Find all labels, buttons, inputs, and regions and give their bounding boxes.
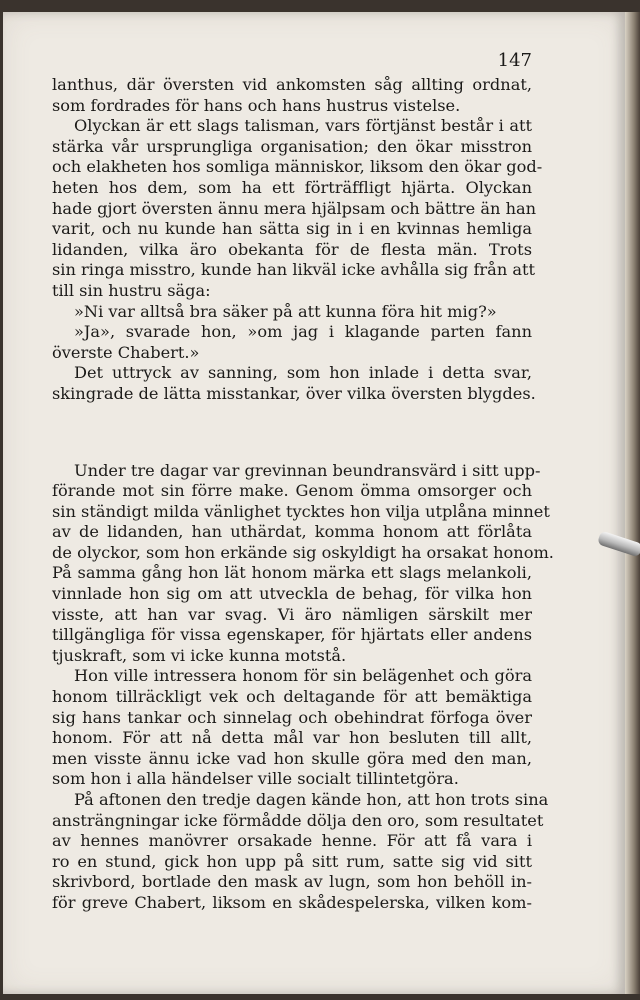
text-line: men visste ännu icke vad hon skulle göra med den man, (52, 748, 532, 768)
text-line: ansträngningar icke förmådde dölja den oro, som resultatet (52, 810, 544, 830)
text-line: varit, och nu kunde han sätta sig in i en kvinnas hemliga (52, 219, 532, 239)
text-line: På samma gång hon lät honom märka ett slags melankoli, (52, 563, 532, 583)
text-line: Det uttryck av sanning, som hon inlade i detta svar, (74, 363, 532, 383)
page-number: 147 (497, 50, 532, 71)
text-line: skingrade de lätta misstankar, över vilka översten blygdes. (52, 383, 536, 403)
page-edge (625, 12, 640, 994)
text-line: sig hans tankar och sinnelag och obehindrat förfoga över (52, 707, 532, 727)
text-line: På aftonen den tredje dagen kände hon, att hon trots sina (74, 790, 549, 809)
text-line: hade gjort översten ännu mera hjälpsam och bättre än han (52, 198, 537, 218)
text-line: förande mot sin förre make. Genom ömma omsorger och (52, 481, 532, 501)
text-line: Hon ville intressera honom för sin belägenhet och göra (74, 666, 532, 686)
text-line: de olyckor, som hon erkände sig oskyldigt ha orsakat honom. (52, 542, 554, 562)
text-line: honom. För att nå detta mål var hon besluten till allt, (52, 728, 532, 748)
text-line: ro en stund, gick hon upp på sitt rum, satte sig vid sitt (52, 851, 532, 871)
text-line: sin ringa misstro, kunde han likväl icke avhålla sig från att (52, 260, 536, 280)
text-line: lidanden, vilka äro obekanta för de flesta män. Trots (52, 239, 532, 259)
text-line: som hon i alla händelser ville socialt tillintetgöra. (52, 769, 459, 789)
text-block-2 (52, 460, 554, 914)
text-line: skrivbord, bortlade den mask av lugn, som hon behöll in- (52, 872, 532, 892)
section-gap (52, 405, 532, 461)
text-line: sin ständigt milda vänlighet tycktes hon vilja utplåna minnet (52, 501, 550, 521)
text-line: stärka vår ursprungliga organisation; den ökar misstron (52, 136, 532, 156)
text-line: tjuskraft, som vi icke kunna motstå. (52, 645, 347, 665)
text-line: till sin hustru säga: (52, 280, 211, 300)
text-line: vinnlade hon sig om att utveckla de behag, för vilka hon (52, 584, 532, 604)
text-block-1 (52, 75, 543, 405)
text-line: av de lidanden, han uthärdat, komma honom att förlåta (52, 522, 532, 542)
text-line: tillgängliga för vissa egenskaper, för hjärtats eller andens (52, 625, 532, 645)
text-line: »Ja», svarade hon, »om jag i klagande parten fann (74, 322, 532, 342)
text-line: Olyckan är ett slags talisman, vars förtjänst består i att (74, 116, 532, 136)
text-line: lanthus, där översten vid ankomsten såg allting ordnat, (52, 75, 532, 94)
text-line: och elakheten hos somliga människor, liksom den ökar god- (52, 157, 543, 177)
text-line: överste Chabert.» (52, 342, 200, 362)
text-line: Under tre dagar var grevinnan beundransvärd i sitt upp- (74, 460, 541, 480)
text-line: visste, att han var svag. Vi äro nämligen särskilt mer (52, 604, 532, 624)
text-line: honom tillräckligt vek och deltagande för att bemäktiga (52, 687, 532, 707)
text-line: av hennes manövrer orsakade henne. För att få vara i (52, 831, 532, 851)
page-text (52, 75, 554, 914)
text-line: »Ni var alltså bra säker på att kunna föra hit mig?» (74, 301, 497, 321)
text-line: för greve Chabert, liksom en skådespelerska, vilken kom- (52, 892, 532, 912)
text-line: heten hos dem, som ha ett förträffligt hjärta. Olyckan (52, 177, 532, 197)
text-line: som fordrades för hans och hans hustrus vistelse. (52, 95, 461, 115)
